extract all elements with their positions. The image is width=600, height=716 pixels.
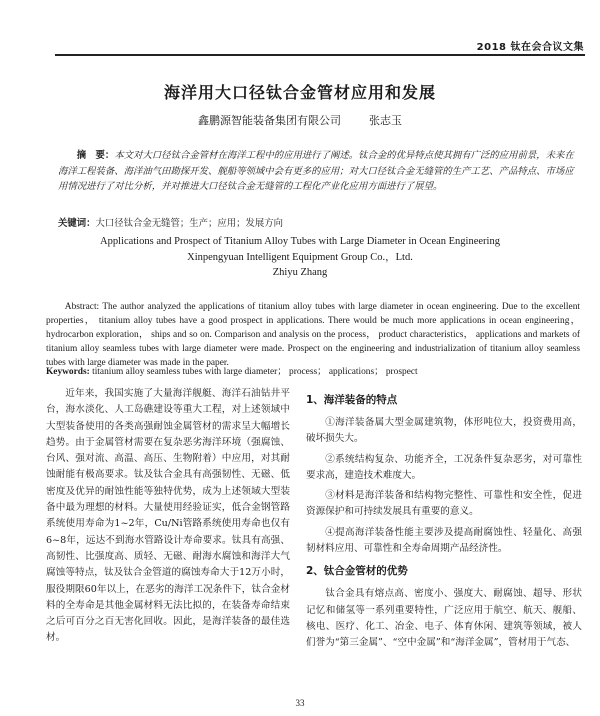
section-1-point: ②系统结构复杂、功能齐全，工况条件复杂恶劣，对可靠性要求高，建造技术难度大。 — [306, 453, 582, 481]
intro-paragraph: 近年来，我国实施了大量海洋舰艇、海洋石油钻井平台，海水淡化、人工岛礁建设等重大工程，对上述领域中大型装备使用的各类高强耐蚀金属管材的需求呈大幅增长趋势。由于金属管材需要在复杂恶劣海洋环境（强腐蚀、台风、强对流、高温、高压、生物附着）中应用，对其耐蚀耐能有极高要求。钛及钛合金具有高强韧性、无磁、低密度及优异的耐蚀性能等独特优势，成为上述领域大型装备中最为理想的材料。大量使用经验证实，低合金钢管路系统使用寿命为1~2年，Cu/Ni管路系统使用寿命也仅有6~8年，远达不到海水管路设计寿命要求。钛具有高强、高韧性、比强度高、质轻、无磁、耐海水腐蚀和海洋大气腐蚀等特点，钛及钛合金管道的腐蚀寿命大于12万小时，服役期限60年以上，在恶劣的海洋工况条件下，钛合金材料的全寿命是其他金属材料无法比拟的，在装备寿命结束之后可百分之百无害化回收。因此，是海洋装备的最佳选材。 — [46, 388, 290, 644]
section-1-heading: 1、海洋装备的特点 — [306, 394, 398, 406]
abstract-cn-text: 本文对大口径钛合金管材在海洋工程中的应用进行了阐述。钛合金的优异特点使其拥有广泛的应用前景，未来在海洋工程装备、海洋油气田勘探开发、舰船等领域中会有更多的应用；对大口径钛合金无缝管的生产工艺、产品特点、市场应用情况进行了对比分析，并对推进大口径钛合金无缝管的工程化产业化应用方面进行了展望。 — [58, 150, 574, 192]
section-2-paragraph: 钛合金具有熔点高、密度小、强度大、耐腐蚀、超导、形状记忆和储氢等一系列重要特性，广泛应用于航空、航天、舰船、核电、医疗、化工、冶金、电子、体育休闲、建筑等领域，被人们誉为“第三金属”、“空中金属”和“海洋金属”，管材用于气态、 — [306, 588, 582, 649]
page-number: 33 — [295, 698, 305, 708]
abstract-label: 摘 要： — [76, 150, 115, 161]
author-line — [0, 112, 600, 128]
affiliation-en: Xinpengyuan Intelligent Equipment Group Co.，Ltd. — [187, 251, 413, 263]
abstract-en-text: The author analyzed the applications of titanium alloy tubes with large diameter in ocean engineering. Due to the excellent properties， titanium alloy tubes have a good prospect in applications. There would be much more applications in ocean engineering， hydrocarbon exploration， ships and so on. Comparison and analysis on the process， product characteristics， applications and markets of titanium alloy seamless tubes with large diameter were made. Prospect on the engineering and industrialization of titanium alloy seamless tubes with large diameter was made in the paper. — [46, 302, 580, 368]
abstract-en — [46, 300, 580, 368]
section-1-point: ④提高海洋装备性能主要涉及提高耐腐蚀性、轻量化、高强韧材料应用、可靠性和全寿命周期产品经济性。 — [306, 526, 582, 555]
header-rule — [55, 54, 585, 56]
keywords-en-text: titanium alloy seamless tubes with large diameter； process； applications； prospect — [92, 367, 418, 377]
section-1-point: ③材料是海洋装备和结构物完整性、可靠性和安全性，促进资源保护和可持续发展具有重要的意义。 — [306, 490, 582, 518]
section-2-heading: 2、钛合金管材的优势 — [306, 565, 408, 578]
abstract-cn — [58, 148, 578, 210]
author-en: Zhiyu Zhang — [272, 267, 328, 278]
section-1-point: ①海洋装备属大型金属建筑物，体形吨位大，投资费用高，破坏损失大。 — [306, 417, 582, 445]
right-column — [306, 386, 582, 696]
keywords-cn-text: 大口径钛合金无缝管；生产；应用；发展方向 — [95, 218, 284, 229]
affiliation: 鑫鹏源智能装备集团有限公司 — [198, 114, 341, 127]
abstract-en-label: Abstract: — [64, 302, 100, 312]
keywords-label: 关键词： — [58, 218, 96, 229]
running-head: 2018 钛在会合议文集 — [476, 42, 584, 53]
keywords-en — [46, 363, 580, 377]
keywords-en-label: Keywords: — [46, 367, 90, 377]
keywords-cn — [58, 215, 578, 229]
title-en: Applications and Prospect of Titanium Alloy Tubes with Large Diameter in Ocean Engineering — [100, 236, 500, 247]
article-title: 海洋用大口径钛合金管材应用和发展 — [163, 83, 436, 102]
author-name: 张志玉 — [369, 114, 402, 127]
english-header — [0, 234, 600, 281]
